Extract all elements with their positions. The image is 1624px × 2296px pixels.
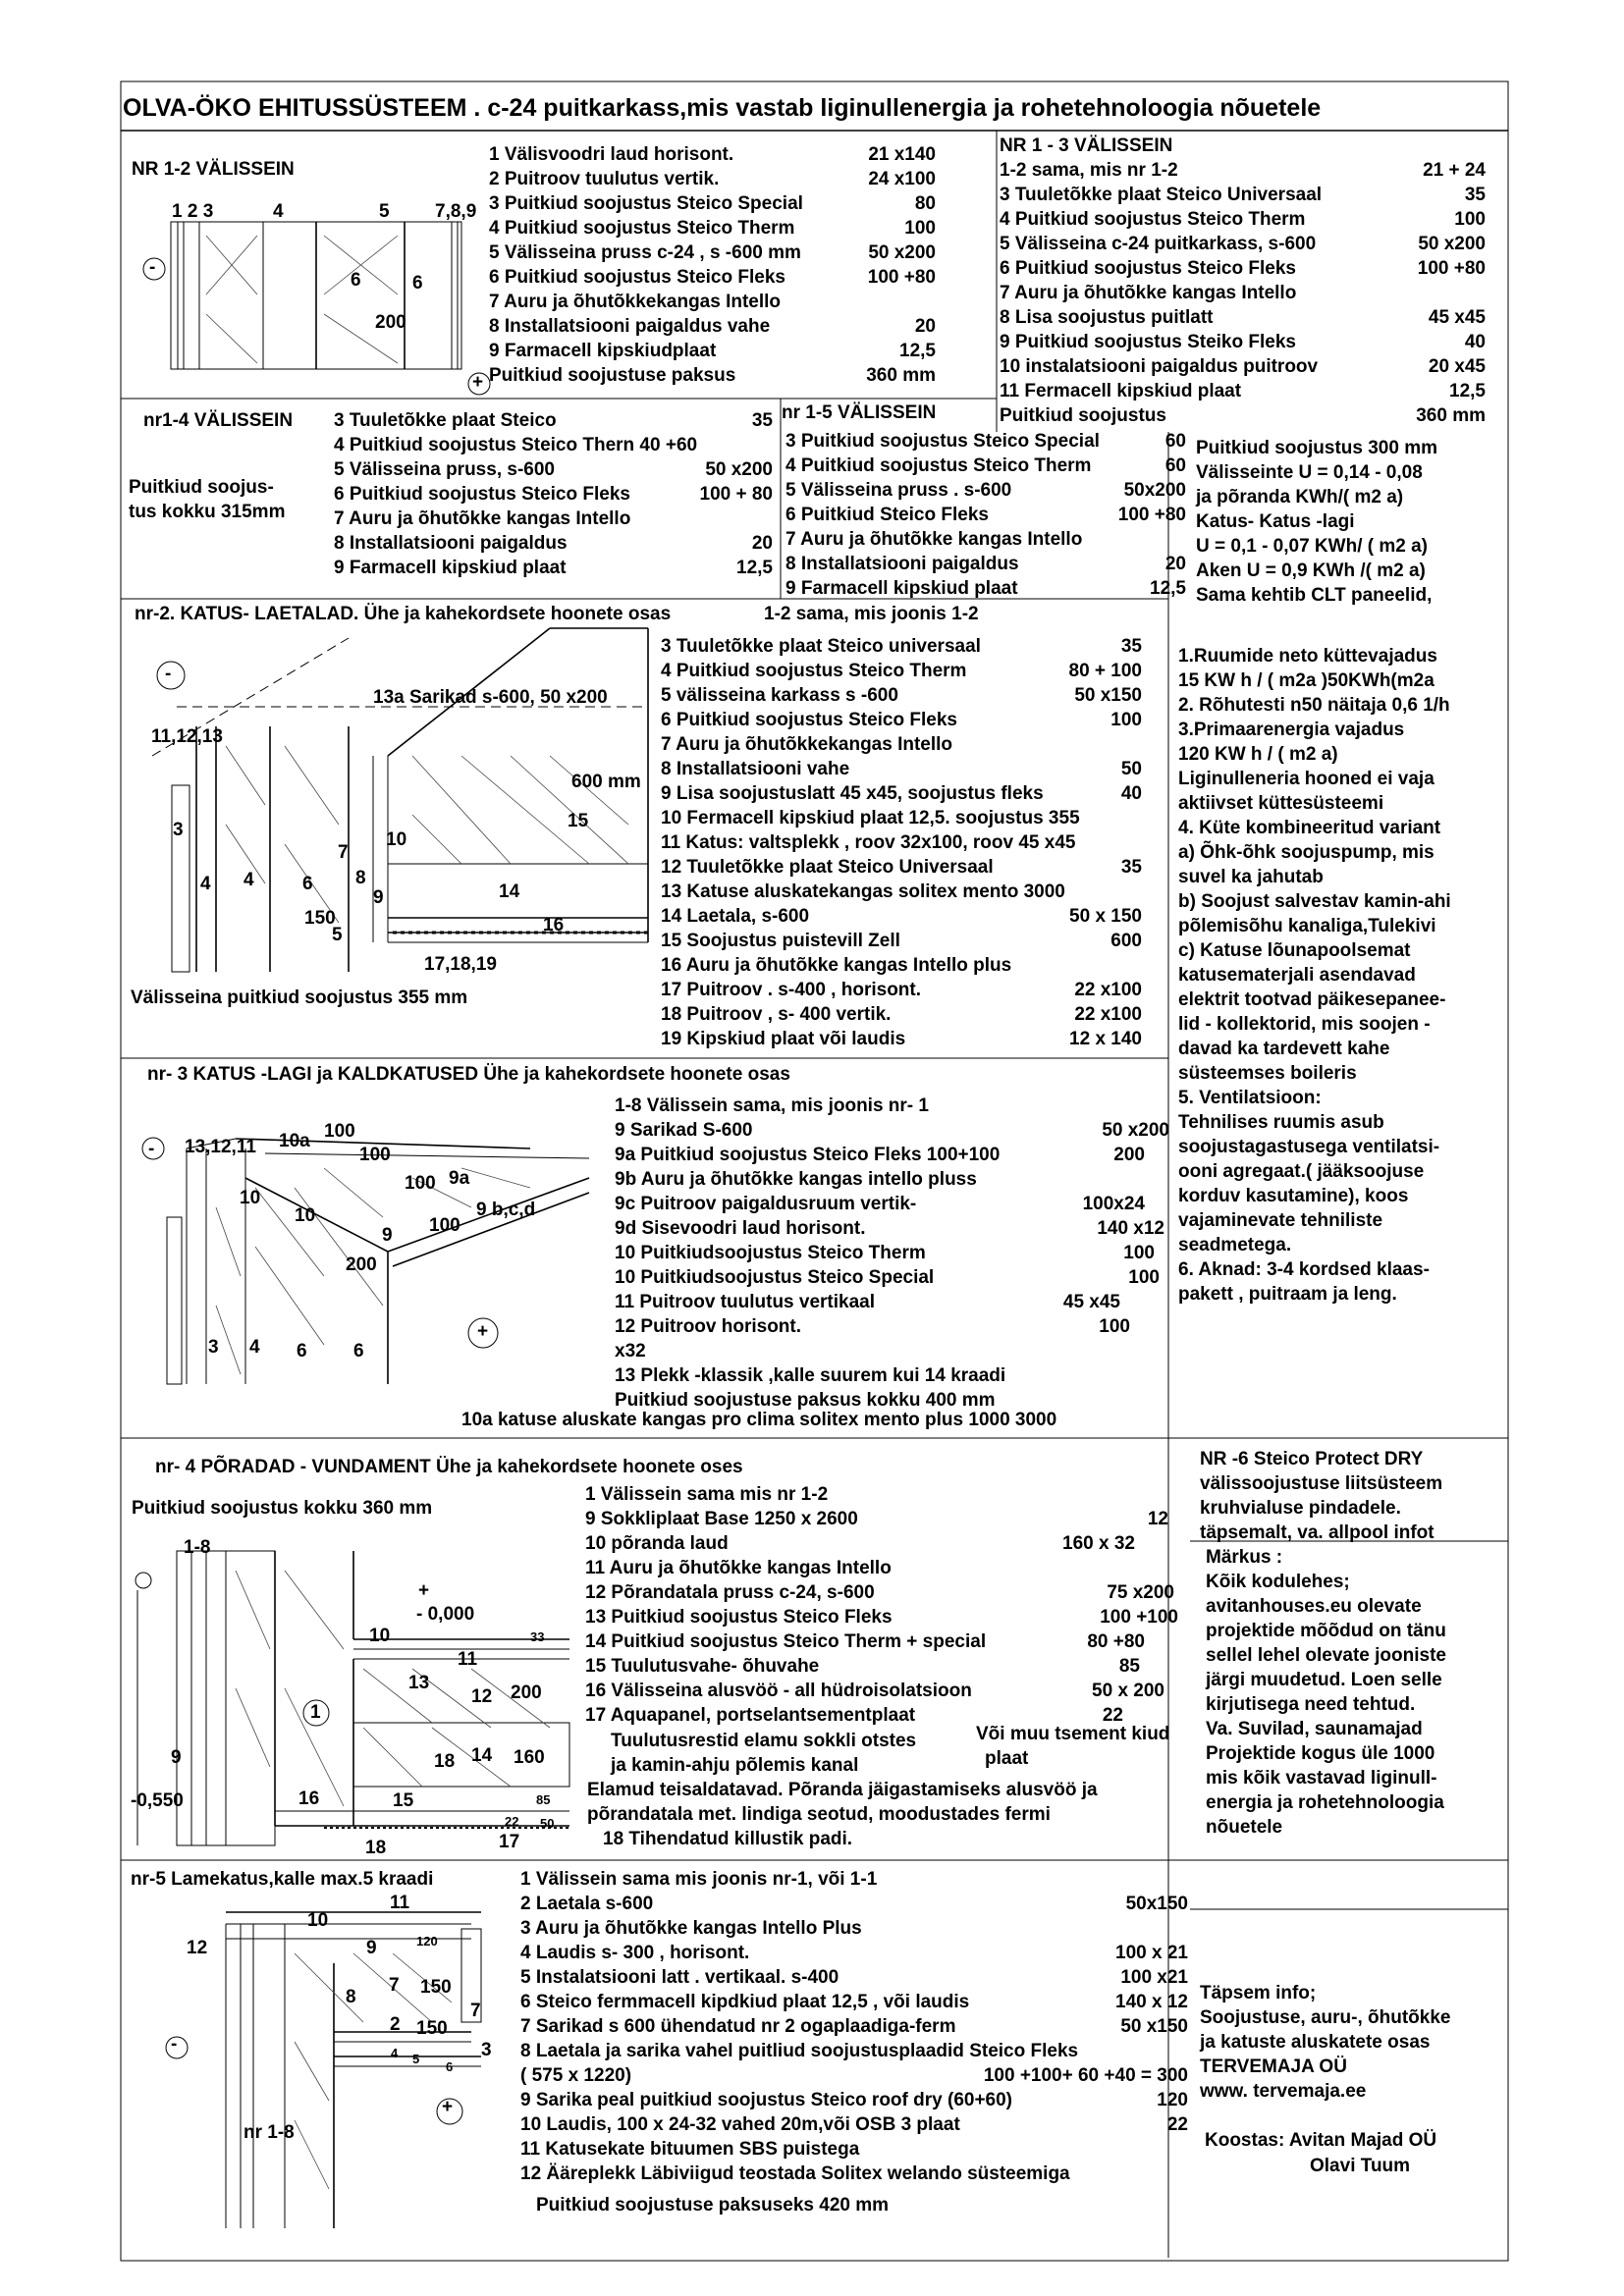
s2-caption: Välisseina puitkiud soojustus 355 mm: [131, 988, 468, 1008]
s2-label: 9: [373, 887, 384, 908]
s3-heading: nr- 3 KATUS -LAGI ja KALDKATUSED Ühe ja kahekordsete hoonete osas: [147, 1064, 790, 1085]
s4-label: 15: [393, 1790, 414, 1811]
u-values: Puitkiud soojustus 300 mm Välisseinte U = 0,14 - 0,08 ja põranda KWh/( m2 a) Katus- Katus -lagi U = 0,1 - 0,07 KWh/ ( m2 a) Aken U = 0,9 KWh /( m2 a) Sama kehtib CLT paneelid,: [1196, 438, 1437, 606]
s3-label: 200: [346, 1255, 377, 1275]
s4-aside: Või muu tsement kiud: [976, 1724, 1170, 1744]
s3-label: 100: [359, 1145, 391, 1165]
s1-label: 1 2 3: [172, 201, 214, 222]
s15-items: 3 Puitkiud soojustus Steico Special 60 4 Puitkiud soojustus Steico Therm 60 5 Välisseina pruss . s-600 50x200 6 Puitkiud Steico Fleks 100 +80 7 Auru ja õhutõkke kangas Intello 8 Installatsiooni paigaldus 20 9 Farmacell kipskiud plaat 12,5: [785, 431, 1186, 599]
s2-label: 5: [332, 925, 343, 945]
s4-label: -0,550: [131, 1790, 184, 1811]
s4-label: 200: [511, 1682, 542, 1703]
s3-label: -: [148, 1139, 155, 1159]
s2-label: 10: [386, 829, 407, 850]
s5-label: 4: [391, 2046, 399, 2060]
s5-label: 8: [346, 1987, 356, 2007]
s4-label: 50: [540, 1816, 555, 1831]
s4-label: 18: [434, 1751, 456, 1772]
s3-label: 9: [382, 1225, 393, 1246]
s3-label: 10: [295, 1205, 316, 1226]
floor-foundation-sketch: [135, 1551, 569, 1845]
s3-label: 100: [405, 1173, 436, 1194]
s2-ref: 1-2 sama, mis joonis 1-2: [764, 604, 979, 624]
s2-label: 6: [302, 874, 313, 894]
s3-label: 4: [249, 1337, 260, 1358]
s3-label: 100: [429, 1215, 460, 1236]
s4-label: 1: [310, 1702, 321, 1723]
s2-heading: nr-2. KATUS- LAETALAD. Ühe ja kahekordsete hoonete osas: [135, 604, 672, 624]
s1-label: 7,8,9: [435, 201, 477, 222]
s3-label: 10a: [279, 1131, 310, 1151]
s5-label: 7: [470, 2001, 481, 2021]
s4-label: - 0,000: [416, 1604, 475, 1625]
s2-label: 17,18,19: [424, 954, 497, 975]
s2-label: 16: [543, 915, 565, 935]
s6-block: NR -6 Steico Protect DRY välissoojustuse liitsüsteem kruhvialuse pindadele. täpsemalt, va. allpool infot: [1200, 1449, 1443, 1543]
s4-label: 11: [458, 1649, 478, 1670]
s3-items: 1-8 Välissein sama, mis joonis nr- 1 9 Sarikad S-600 50 x200 9a Puitkiud soojustus Steico Fleks 100+100 200 9b Auru ja õhutõkke kangas intello pluss 9c Puitroov paigaldusruum vertik- 100x24 9d Sisevoodri laud horisont. 140 x12 10 Puitkiudsoojustus Steico Therm 100 10 Puitkiudsoojustus Steico Special 100 11 Puitroov tuulutus vertikaal 45 x45 12 Puitroov horisont. 100 x32 13 Plekk -klassik ,kalle suurem kui 14 kraadi Puitkiud soojustuse paksus kokku 400 mm: [615, 1095, 1169, 1411]
s5-label: 12: [187, 1938, 208, 1958]
s5-label: 3: [481, 2040, 492, 2060]
s1-label: 4: [273, 201, 284, 222]
s4-label: 22: [505, 1814, 519, 1829]
s5-label: 2: [390, 2014, 401, 2035]
s4-extra: Tuulutusrestid elamu sokkli otstes ja kamin-ahju põlemis kanal Elamud teisaldatavad. Põranda jäigastamiseks alusvöö ja põrandatala met. lindiga seotud, moodustades fermi 18 Tihendatud killustik padi.: [587, 1731, 1098, 1849]
s4-label: +: [418, 1580, 430, 1601]
s4-heading: nr- 4 PÕRADAD - VUNDAMENT Ühe ja kahekordsete hoonete oses: [155, 1457, 743, 1477]
s1-label: 6: [351, 270, 361, 291]
s13-heading: NR 1 - 3 VÄLISSEIN: [1000, 135, 1173, 156]
s2-label: 11,12,13: [151, 726, 223, 747]
s5-heading: nr-5 Lamekatus,kalle max.5 kraadi: [131, 1869, 434, 1890]
s5-label: 150: [420, 1977, 452, 1998]
author-name: Olavi Tuum: [1310, 2156, 1411, 2176]
s3-footer: 10a katuse aluskate kangas pro clima solitex mento plus 1000 3000: [461, 1410, 1057, 1430]
roof-ceiling-sketch: [152, 628, 648, 972]
s14-side: tus kokku 315mm: [129, 502, 286, 522]
s3-label: 6: [297, 1341, 307, 1362]
s4-label: 10: [369, 1626, 391, 1646]
s5-label: 10: [307, 1910, 329, 1931]
s5-label: 9: [366, 1938, 377, 1958]
s5-label: 11: [390, 1893, 410, 1913]
s4-label: 1-8: [184, 1537, 211, 1558]
s13-items: NR 1 - 3 VÄLISSEIN 1-2 sama, mis nr 1-2 21 + 24 3 Tuuletõkke plaat Steico Universaal 35 4 Puitkiud soojustus Steico Therm 100 5 Välisseina c-24 puitkarkass, s-600 50 x200 6 Puitkiud soojustus Steico Fleks 100 +80 7 Auru ja õhutõkke kangas Intello 8 Lisa soojustus puitlatt 45 x45 9 Puitkiud soojustus Steiko Fleks 40 10 instalatsiooni paigaldus puitroov 20 x45 11 Fermacell kipskiud plaat 12,5 Puitkiud soojustus 360 mm: [1000, 135, 1486, 426]
s3-label: 3: [208, 1337, 219, 1358]
s2-label: 4: [244, 870, 254, 890]
s4-label: 33: [530, 1629, 545, 1644]
s14-side: Puitkiud soojus-: [129, 477, 274, 498]
s2-label: -: [165, 664, 172, 684]
s15-heading: nr 1-5 VÄLISSEIN: [782, 402, 937, 423]
s1-label: +: [472, 372, 484, 393]
s4-label: 16: [298, 1789, 320, 1809]
wall-1-2-sketch: [143, 222, 490, 395]
s2-label: 150: [304, 908, 336, 929]
s5-footer: Puitkiud soojustuse paksuseks 420 mm: [536, 2195, 890, 2216]
s14-heading: nr1-4 VÄLISSEIN: [143, 410, 294, 431]
s4-label: 17: [499, 1832, 520, 1852]
s2-label: 14: [499, 881, 520, 902]
s5-label: 5: [412, 2052, 420, 2066]
s3-label: 6: [353, 1341, 364, 1362]
s5-label: 120: [416, 1934, 438, 1949]
s3-label: 9 b,c,d: [476, 1200, 536, 1220]
s2-label: 7: [338, 842, 349, 863]
s5-label: nr 1-8: [244, 2122, 295, 2143]
s2-label: 4: [200, 874, 211, 894]
s4-label: 85: [536, 1792, 551, 1807]
markus-block: Märkus : Kõik kodulehes; avitanhouses.eu olevate projektide mõõdud on tänu sellel lehel olevate jooniste järgi muudetud. Loen selle kirjutisega need tehtud. Va. Suvilad, saunamajad Projektide kogus üle 1000 mis kõik vastavad liginull- energia ja rohetehnoloogia nõuetele: [1206, 1547, 1446, 1838]
s3-label: 9a: [449, 1168, 470, 1189]
s2-label: 15: [568, 811, 589, 831]
info-block: Täpsem info; Soojustuse, auru-, õhutõkke ja katuste aluskatete osas TERVEMAJA OÜ www. tervemaja.ee: [1200, 1983, 1451, 2102]
s5-label: +: [442, 2097, 454, 2117]
flat-roof-sketch: [166, 1912, 481, 2228]
s4-label: 9: [171, 1747, 182, 1768]
s3-label: 10: [240, 1188, 261, 1208]
s3-label: 13,12,11: [185, 1137, 256, 1157]
s3-label: +: [477, 1321, 489, 1342]
s5-label: -: [171, 2034, 178, 2055]
s4-aside: plaat: [985, 1748, 1029, 1769]
s4-sub: Puitkiud soojustus kokku 360 mm: [132, 1498, 433, 1519]
s14-items: 3 Tuuletõkke plaat Steico 35 4 Puitkiud soojustus Steico Thern 40 +60 5 Välisseina pruss, s-600 50 x200 6 Puitkiud soojustus Steico Fleks 100 + 80 7 Auru ja õhutõkke kangas Intello 8 Installatsiooni paigaldus 20 9 Farmacell kipskiud plaat 12,5: [334, 410, 773, 578]
s2-items: 3 Tuuletõkke plaat Steico universaal 35 4 Puitkiud soojustus Steico Therm 80 + 100 5 välisseina karkass s -600 50 x150 6 Puitkiud soojustus Steico Fleks 100 7 Auru ja õhutõkkekangas Intello 8 Installatsiooni vahe 50 9 Lisa soojustuslatt 45 x45, soojustus fleks 40 10 Fermacell kipskiud plaat 12,5. soojustus 355 11 Katus: valtsplekk , roov 32x100, roov 45 x45 12 Tuuletõkke plaat Steico Universaal 35 13 Katuse aluskatekangas solitex mento 3000 14 Laetala, s-600 50 x 150 15 Soojustus puistevill Zell 600 16 Auru ja õhutõkke kangas Intello plus 17 Puitroov . s-400 , horisont. 22 x100 18 Puitroov , s- 400 vertik. 22 x100 19 Kipskiud plaat või laudis 12 x 140: [661, 636, 1142, 1049]
s2-label: 13a Sarikad s-600, 50 x200: [373, 687, 608, 708]
s5-label: 150: [416, 2018, 448, 2039]
s1-label: -: [149, 257, 156, 278]
s3-label: 100: [324, 1121, 355, 1142]
s4-label: 13: [408, 1673, 430, 1693]
s2-label: 3: [173, 820, 184, 840]
s1-label: 200: [375, 312, 406, 333]
s2-label: 8: [355, 868, 366, 888]
s1-heading: NR 1-2 VÄLISSEIN: [132, 159, 295, 180]
s1-label: 6: [412, 273, 423, 294]
s4-label: 14: [471, 1745, 493, 1766]
s1-items: 1 Välisvoodri laud horisont. 21 x140 2 Puitroov tuulutus vertik. 24 x100 3 Puitkiud soojustus Steico Special 80 4 Puitkiud soojustus Steico Therm 100 5 Välisseina pruss c-24 , s -600 mm 50 x200 6 Puitkiud soojustus Steico Fleks 100 +80 7 Auru ja õhutõkkekangas Intello 8 Installatsiooni paigaldus vahe 20 9 Farmacell kipskiudplaat 12,5 Puitkiud soojustuse paksus 360 mm: [489, 144, 936, 386]
s5-label: 7: [389, 1975, 400, 1996]
s4-label: 18: [365, 1838, 387, 1858]
author-company: Koostas: Avitan Majad OÜ: [1205, 2130, 1437, 2151]
s4-label: 160: [514, 1747, 545, 1768]
s5-items: 1 Välissein sama mis joonis nr-1, või 1-1 2 Laetala s-600 50x150 3 Auru ja õhutõkke kangas Intello Plus 4 Laudis s- 300 , horisont. 100 x 21 5 Instalatsiooni latt . vertikaal. s-400 100 x21 6 Steico fermmacell kipdkiud plaat 12,5 , või laudis 140 x 12 7 Sarikad s 600 ühendatud nr 2 ogaplaadiga-ferm 50 x150 8 Laetala ja sarika vahel puitliud soojustusplaadid Steico Fleks ( 575 x 1220) 100 +100+ 60 +40 = 300 9 Sarika peal puitkiud soojustus Steico roof dry (60+60) 120 10 Laudis, 100 x 24-32 vahed 20m,või OSB 3 plaat 22 11 Katusekate bituumen SBS puistega 12 Ääreplekk Läbiviigud teostada Solitex welando süsteemiga: [520, 1869, 1188, 2184]
page-title: OLVA-ÖKO EHITUSSÜSTEEM . c-24 puitkarkass,mis vastab liginullenergia ja rohetehnoloogia nõuetele: [123, 94, 1322, 122]
right-notes: 1.Ruumide neto küttevajadus 15 KW h / ( m2a )50KWh(m2a 2. Rõhutesti n50 näitaja 0,6 1/h 3.Primaarenergia vajadus 120 KW h / ( m2 a) Liginulleneria hooned ei vaja aktiivset küttesüsteemi 4. Küte kombineeritud variant a) Õhk-õhk soojuspump, mis suvel ka jahutab b) Soojust salvestav kamin-ahi põlemisõhu kanaliga,Tulekivi c) Katuse lõunapoolsemat katusematerjali asendavad elektrit tootvad päikesepanee- lid - kollektorid, mis soojen - davad ka tardevett kahe süsteemses boileris 5. Ventilatsioon: Tehnilises ruumis asub soojustagastusega ventilatsi- ooni agregaat.( jääksoojuse korduv kasutamine), koos vajaminevate tehniliste seadmetega. 6. Aknad: 3-4 kordsed klaas- pakett , puitraam ja leng.: [1178, 646, 1451, 1305]
s2-label: 600 mm: [571, 772, 641, 792]
s5-label: 6: [446, 2059, 454, 2074]
s4-items: 1 Välissein sama mis nr 1-2 9 Sokkliplaat Base 1250 x 2600 12 10 põranda laud 160 x 32 11 Auru ja õhutõkke kangas Intello 12 Põrandatala pruss c-24, s-600 75 x200 13 Puitkiud soojustus Steico Fleks 100 +100 14 Puitkiud soojustus Steico Therm + special 80 +80 15 Tuulutusvahe- õhuvahe 85 16 Välisseina alusvöö - all hüdroisolatsioon 50 x 200 17 Aquapanel, portselantsementplaat 22: [585, 1484, 1178, 1726]
s1-label: 5: [379, 201, 390, 222]
s4-label: 12: [471, 1686, 493, 1707]
